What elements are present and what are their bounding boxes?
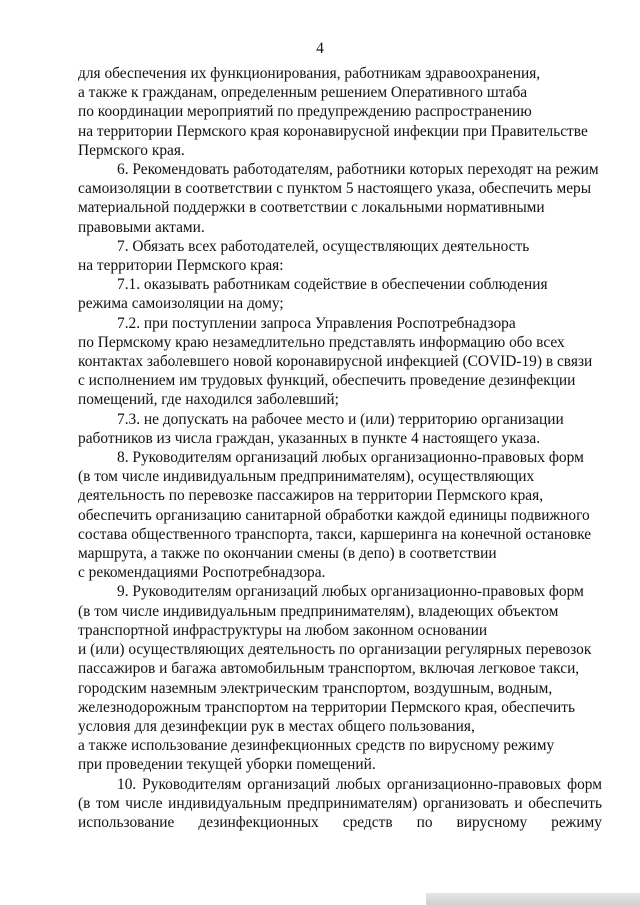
text-line: помещений, где находился заболевший; xyxy=(78,391,339,409)
text-line: правовыми актами. xyxy=(78,218,205,236)
text-line: маршрута, а также по окончании смены (в депо) в соответствии xyxy=(78,545,497,563)
paragraph xyxy=(78,410,602,448)
paragraph xyxy=(78,64,602,160)
text-line: 7.1. оказывать работникам содействие в обеспечении соблюдения xyxy=(117,276,548,294)
text-line: Пермского края. xyxy=(78,141,185,159)
text-line: (в том числе индивидуальным предпринимателям), владеющих объектом xyxy=(78,602,559,620)
document-body xyxy=(78,64,602,832)
paragraph xyxy=(78,582,602,774)
text-line: при проведении текущей уборки помещений. xyxy=(78,756,376,774)
text-line: 7. Обязать всех работодателей, осуществляющих деятельность xyxy=(117,237,530,255)
text-line: (в том числе индивидуальным предпринимателям), осуществляющих xyxy=(78,468,535,486)
text-line: с исполнением им трудовых функций, обеспечить проведение дезинфекции xyxy=(78,372,576,390)
text-line: и (или) осуществляющих деятельность по организации регулярных перевозок xyxy=(78,641,592,659)
text-line: 8. Руководителям организаций любых организационно-правовых форм xyxy=(117,449,584,467)
text-line: транспортной инфраструктуры на любом законном основании xyxy=(78,621,488,639)
text-line: для обеспечения их функционирования, работникам здравоохранения, xyxy=(78,65,541,82)
paragraph xyxy=(78,275,602,313)
text-line: 10. Руководителям организаций любых организационно-правовых форм xyxy=(117,775,602,793)
paragraph xyxy=(78,775,602,833)
text-line: 9. Руководителям организаций любых организационно-правовых форм xyxy=(117,583,584,601)
text-line: с рекомендациями Роспотребнадзора. xyxy=(78,564,326,582)
paragraph xyxy=(78,237,602,275)
text-line: работников из числа граждан, указанных в пункте 4 настоящего указа. xyxy=(78,429,541,447)
page-number: 4 xyxy=(316,40,324,57)
paragraph xyxy=(78,448,602,582)
text-line: а также использование дезинфекционных средств по вирусному режиму xyxy=(78,737,555,755)
text-line: обеспечить организацию санитарной обработки каждой единицы подвижного xyxy=(78,506,590,524)
text-line: городским наземным электрическим транспортом, воздушным, водным, xyxy=(78,679,553,697)
text-line: режима самоизоляции на дому; xyxy=(78,295,284,313)
text-line: самоизоляции в соответствии с пунктом 5 настоящего указа, обеспечить меры xyxy=(78,180,592,198)
paragraph xyxy=(78,314,602,410)
text-line: состава общественного транспорта, такси, каршеринга на конечной остановке xyxy=(78,525,592,543)
text-line: 7.2. при поступлении запроса Управления Роспотребнадзора xyxy=(117,314,516,332)
text-line: (в том числе индивидуальным предпринимателям) организовать и обеспечить xyxy=(78,794,602,812)
text-line: контактах заболевшего новой коронавирусной инфекцией (COVID-19) в связи xyxy=(78,353,593,371)
text-line: по координации мероприятий по предупреждению распространению xyxy=(78,103,532,121)
text-line: материальной поддержки в соответствии с локальными нормативными xyxy=(78,199,545,217)
text-line: пассажиров и багажа автомобильным транспортом, включая легковое такси, xyxy=(78,660,580,678)
text-line: на территории Пермского края коронавирусной инфекции при Правительстве xyxy=(78,122,588,140)
scan-edge-artifact xyxy=(426,893,640,905)
text-line: условия для дезинфекции рук в местах общего пользования, xyxy=(78,717,475,735)
text-line: по Пермскому краю незамедлительно представлять информацию обо всех xyxy=(78,333,565,351)
text-line: 7.3. не допускать на рабочее место и (или) территорию организации xyxy=(117,410,564,428)
text-line: а также к гражданам, определенным решением Оперативного штаба xyxy=(78,84,528,102)
text-line: использование дезинфекционных средств по вирусному режиму xyxy=(78,813,602,831)
text-line: на территории Пермского края: xyxy=(78,257,284,275)
text-line: железнодорожным транспортом на территории Пермского края, обеспечить xyxy=(78,698,576,716)
text-line: 6. Рекомендовать работодателям, работники которых переходят на режим xyxy=(117,161,599,179)
text-line: деятельность по перевозке пассажиров на территории Пермского края, xyxy=(78,487,544,505)
paragraph xyxy=(78,160,602,237)
